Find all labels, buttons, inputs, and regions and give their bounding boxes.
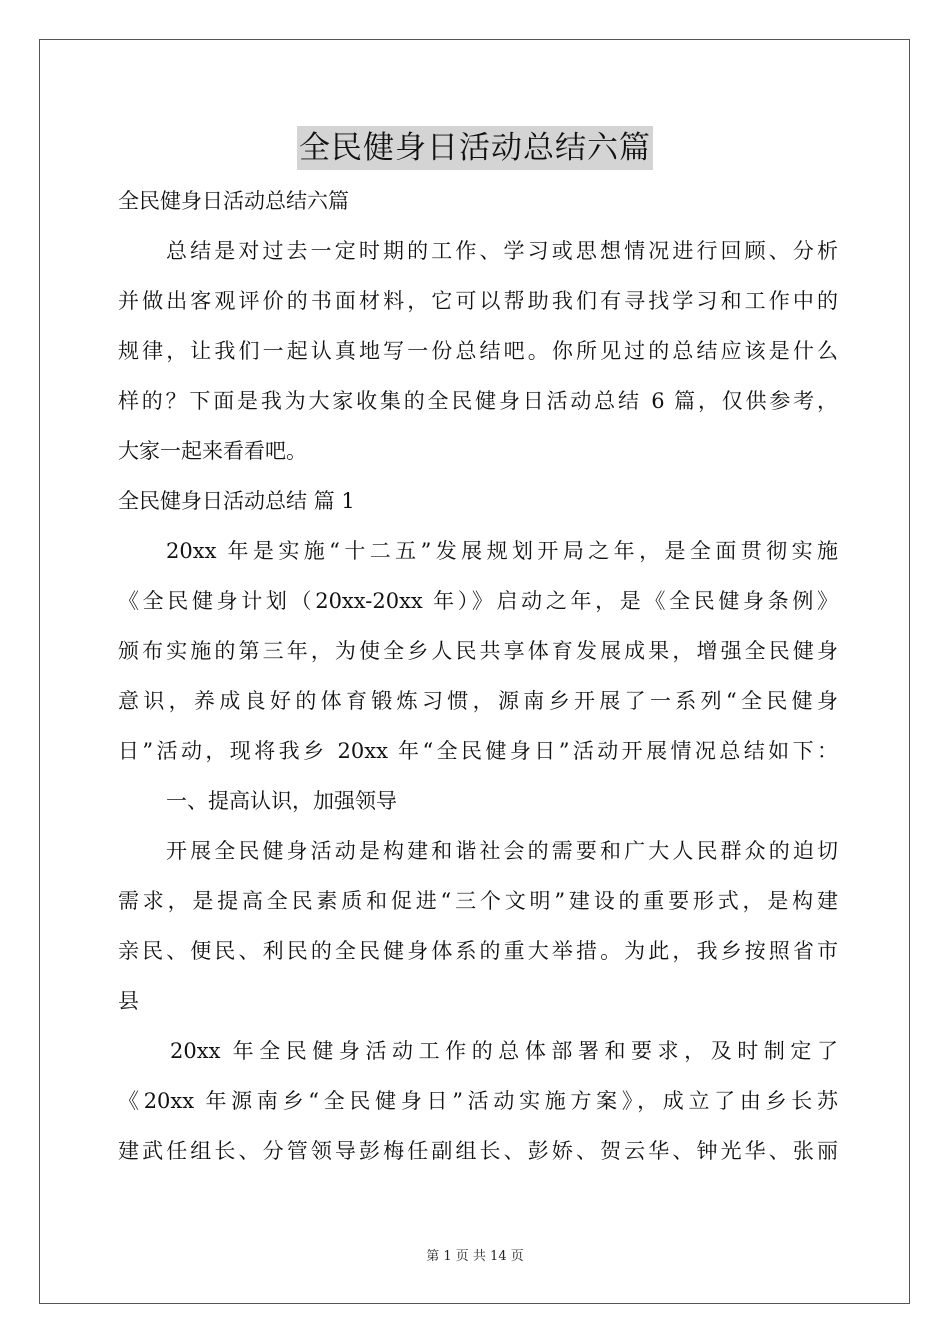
text-line: 总结是对过去一定时期的工作、学习或思想情况进行回顾、分析: [166, 239, 838, 263]
document-title: 全民健身日活动总结六篇: [297, 126, 653, 170]
text-line: 亲民、便民、利民的全民健身体系的重大举措。为此，我乡按照省市: [118, 939, 838, 963]
text-line: 样的？下面是我为大家收集的全民健身日活动总结 6 篇，仅供参考，: [118, 389, 838, 413]
text-line: 20xx 年是实施“十二五”发展规划开局之年，是全面贯彻实施: [166, 539, 838, 563]
title-block: [0, 126, 950, 170]
text-line: 全民健身日活动总结 篇 1: [118, 489, 355, 513]
text-line: 大家一起来看看吧。: [118, 439, 307, 463]
document-body: [118, 176, 838, 1176]
text-line: 规律，让我们一起认真地写一份总结吧。你所见过的总结应该是什么: [118, 339, 838, 363]
page-footer: 第 1 页 共 14 页: [426, 1249, 524, 1264]
text-line: 需求，是提高全民素质和促进“三个文明”建设的重要形式，是构建: [118, 889, 838, 913]
text-line: 意识，养成良好的体育锻炼习惯，源南乡开展了一系列“全民健身: [118, 689, 838, 713]
text-line: 并做出客观评价的书面材料，它可以帮助我们有寻找学习和工作中的: [118, 289, 838, 313]
text-line: 开展全民健身活动是构建和谐社会的需要和广大人民群众的迫切: [166, 839, 838, 863]
text-line: 《全民健身计划（20xx-20xx 年）》启动之年，是《全民健身条例》: [118, 589, 838, 613]
text-line: 全民健身日活动总结六篇: [118, 189, 349, 213]
text-line: 一、提高认识，加强领导: [166, 789, 397, 813]
text-line: 日”活动，现将我乡 20xx 年“全民健身日”活动开展情况总结如下：: [118, 739, 838, 763]
text-line: 《20xx 年源南乡“全民健身日”活动实施方案》，成立了由乡长苏: [118, 1089, 838, 1113]
text-line: 县: [118, 989, 139, 1013]
text-line: 建武任组长、分管领导彭梅任副组长、彭娇、贺云华、钟光华、张丽: [118, 1139, 838, 1163]
text-line: 颁布实施的第三年，为使全乡人民共享体育发展成果，增强全民健身: [118, 639, 838, 663]
text-line: 20xx 年全民健身活动工作的总体部署和要求，及时制定了: [170, 1039, 838, 1063]
